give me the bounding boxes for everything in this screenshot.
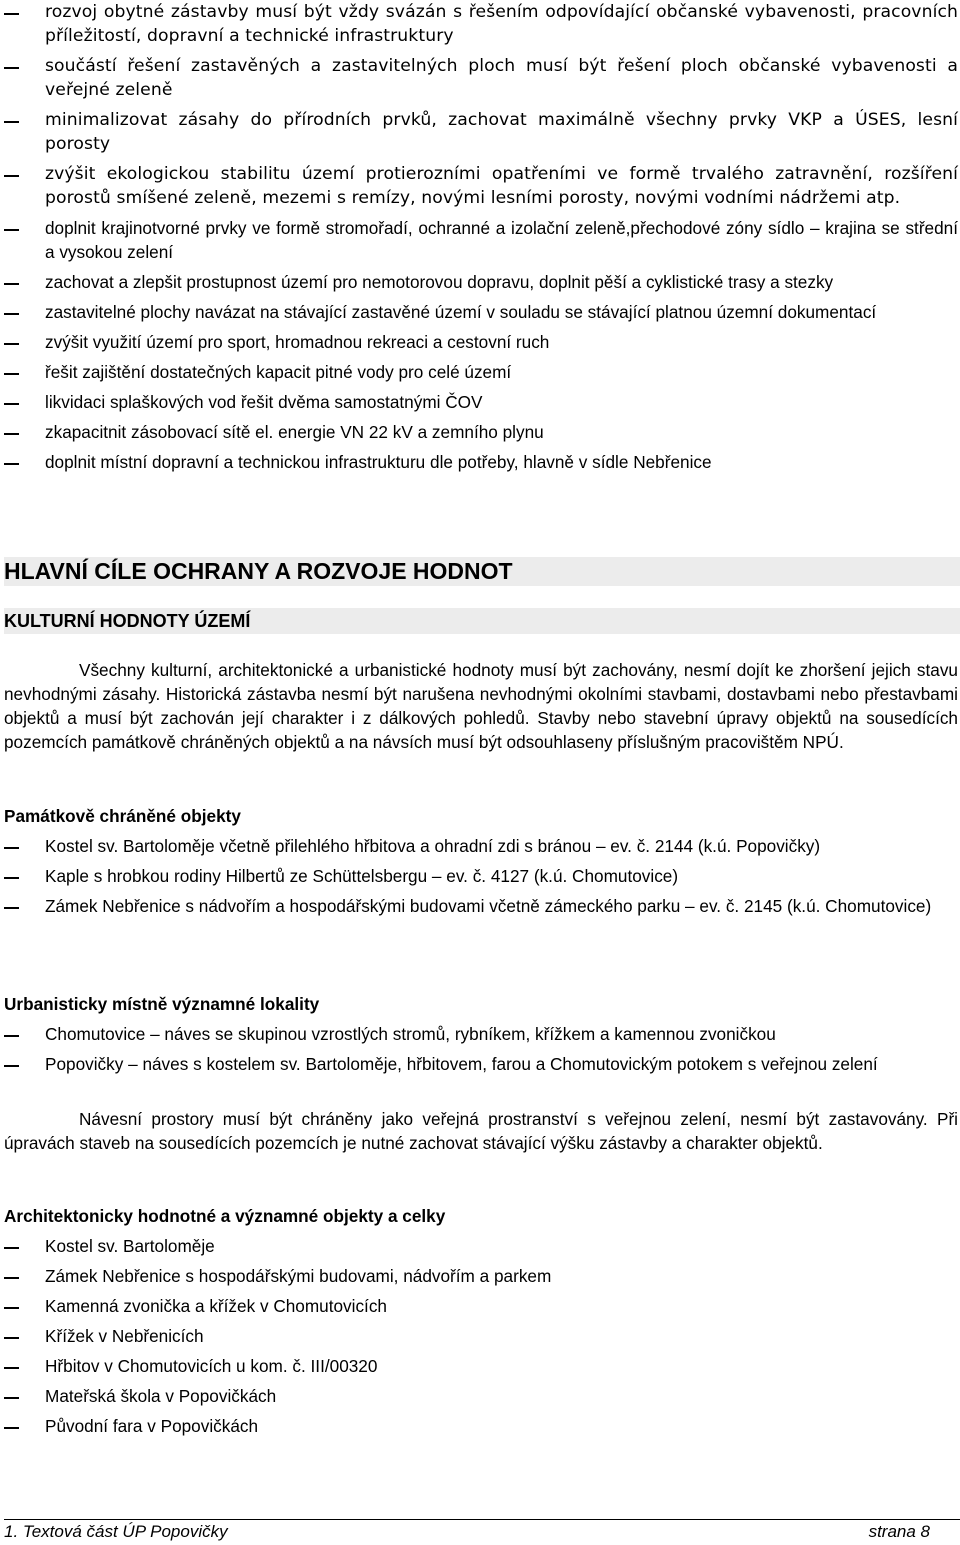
list-item: Kamenná zvonička a křížek v Chomutovicích xyxy=(4,1294,958,1318)
list-item: zkapacitnit zásobovací sítě el. energie VN 22 kV a zemního plynu xyxy=(4,420,958,444)
arch-heading: Architektonicky hodnotné a významné objekty a celky xyxy=(4,1206,446,1226)
list-item: Zámek Nebřenice s nádvořím a hospodářskými budovami včetně zámeckého parku – ev. č. 2145 (k.ú. Chomutovice) xyxy=(4,894,958,918)
list-item: minimalizovat zásahy do přírodních prvků, zachovat maximálně všechny prvky VKP a ÚSES, lesní porosty xyxy=(4,108,958,156)
squares-paragraph: Návesní prostory musí být chráněny jako veřejná prostranství s veřejnou zelení, nesmí být zastavovány. Při úpravách staveb na sousedících pozemcích je nutné zachovat stávající výšku zástavby a charakter objektů. xyxy=(4,1109,958,1153)
list-item: rozvoj obytné zástavby musí být vždy svázán s řešením odpovídající občanské vybavenosti, pracovních příležitostí, dopravní a technické infrastruktury xyxy=(4,0,958,48)
list-item: Hřbitov v Chomutovicích u kom. č. III/00320 xyxy=(4,1354,958,1378)
list-item: řešit zajištění dostatečných kapacit pitné vody pro celé území xyxy=(4,360,958,384)
list-item: Kostel sv. Bartoloměje xyxy=(4,1234,958,1258)
cultural-paragraph: Všechny kulturní, architektonické a urbanistické hodnoty musí být zachovány, nesmí dojít ke zhoršení jejich stavu nevhodnými zásahy. Historická zástavba nesmí být narušena nevhodnými okolními stavbami, dostavbami nebo přestavbami objektů a musí být zachován její charakter i z dálkových pohledů. Stavby nebo stavební úpravy objektů na sousedících pozemcích památkově chráněných objektů a na návsích musí být odsouhlaseny příslušným pracovištěm NPÚ. xyxy=(4,660,958,752)
list-item: zvýšit ekologickou stabilitu území protierozními opatřeními ve formě trvalého zatravnění, rozšíření porostů smíšené zeleně, mezemi s remízy, novými lesními porosty, novými vodními nádržemi atp. xyxy=(4,162,958,210)
protected-heading: Památkově chráněné objekty xyxy=(4,806,241,826)
footer-divider xyxy=(4,1519,960,1520)
sub-heading: KULTURNÍ HODNOTY ÚZEMÍ xyxy=(4,608,960,634)
list-item: Chomutovice – náves se skupinou vzrostlých stromů, rybníkem, křížkem a kamennou zvoničkou xyxy=(4,1022,958,1046)
footer-document-title: 1. Textová část ÚP Popovičky xyxy=(4,1522,228,1541)
list-item: zastavitelné plochy navázat na stávající zastavěné území v souladu se stávající platnou územní dokumentací xyxy=(4,300,958,324)
arch-list xyxy=(4,1234,958,1438)
list-item: Mateřská škola v Popovičkách xyxy=(4,1384,958,1408)
list-item: doplnit místní dopravní a technickou infrastrukturu dle potřeby, hlavně v sídle Nebřenice xyxy=(4,450,958,474)
list-item: Původní fara v Popovičkách xyxy=(4,1414,958,1438)
list-item: Zámek Nebřenice s hospodářskými budovami, nádvořím a parkem xyxy=(4,1264,958,1288)
list-item: Kostel sv. Bartoloměje včetně přilehlého hřbitova a ohradní zdi s bránou – ev. č. 2144 (k.ú. Popovičky) xyxy=(4,834,958,858)
list-item: doplnit krajinotvorné prvky ve formě stromořadí, ochranné a izolační zeleně,přechodové zóny sídlo – krajina se střední a vysokou zelení xyxy=(4,216,958,264)
list-item: zvýšit využití území pro sport, hromadnou rekreaci a cestovní ruch xyxy=(4,330,958,354)
list-item: Kaple s hrobkou rodiny Hilbertů ze Schüttelsbergu – ev. č. 4127 (k.ú. Chomutovice) xyxy=(4,864,958,888)
list-item: zachovat a zlepšit prostupnost území pro nemotorovou dopravu, doplnit pěší a cyklistické trasy a stezky xyxy=(4,270,958,294)
footer-page-number: strana 8 xyxy=(868,1522,930,1541)
main-heading: HLAVNÍ CÍLE OCHRANY A ROZVOJE HODNOT xyxy=(4,557,960,586)
goals-list xyxy=(4,0,958,474)
list-item: Křížek v Nebřenicích xyxy=(4,1324,958,1348)
list-item: likvidaci splaškových vod řešit dvěma samostatnými ČOV xyxy=(4,390,958,414)
urban-list xyxy=(4,1022,958,1076)
protected-list xyxy=(4,834,958,918)
list-item: součástí řešení zastavěných a zastavitelných ploch musí být řešení ploch občanské vybavenosti a veřejné zeleně xyxy=(4,54,958,102)
urban-heading: Urbanisticky místně významné lokality xyxy=(4,994,320,1014)
list-item: Popovičky – náves s kostelem sv. Bartoloměje, hřbitovem, farou a Chomutovickým potokem s veřejnou zelení xyxy=(4,1052,958,1076)
